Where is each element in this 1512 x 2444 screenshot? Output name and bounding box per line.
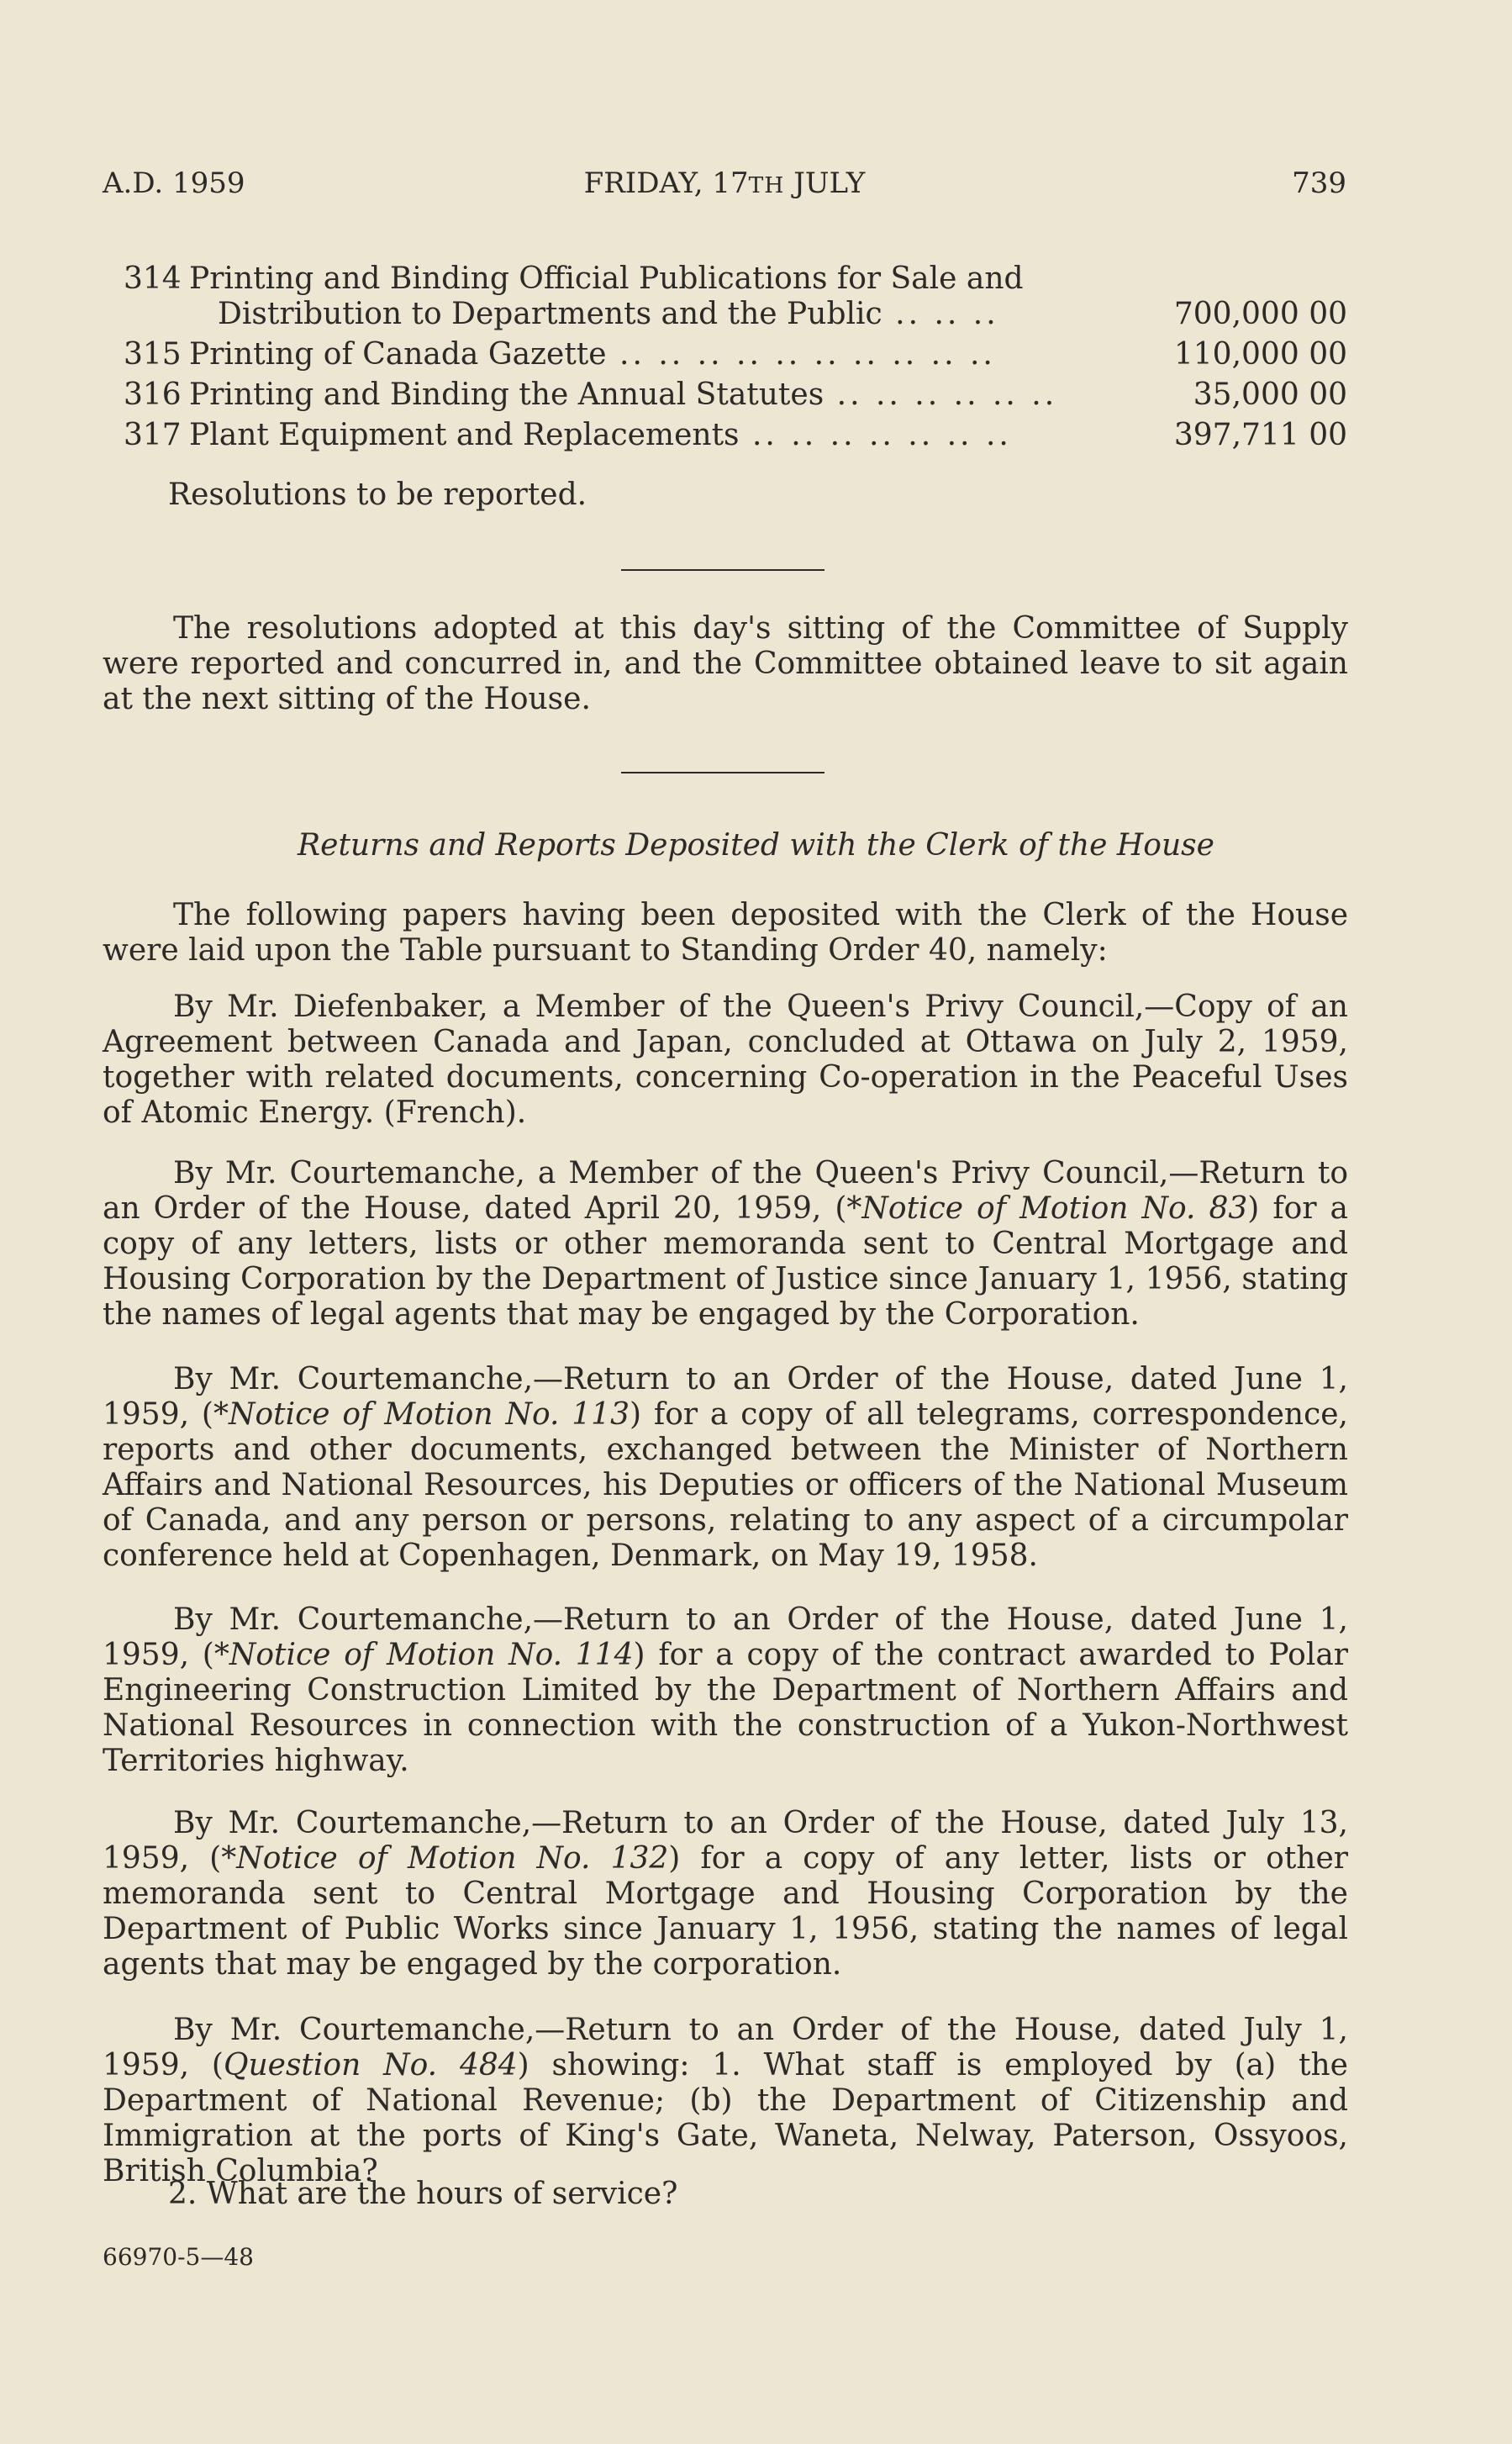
paper-entry	[103, 1362, 1348, 1574]
item-number: 314	[124, 261, 182, 296]
divider-rule	[621, 569, 824, 571]
committee-text: The resolutions adopted at this day's sitting of the Committee of Supply were reported and concurred in, and the Committee obtained leave to sit again at the next sitting of the House.	[103, 611, 1348, 716]
item-leader-dots: .. .. .. .. .. .. ..	[739, 418, 1012, 452]
intro-paragraph	[103, 898, 1348, 969]
item-amount: 35,000 00	[1193, 377, 1347, 412]
supply-item	[124, 259, 1347, 335]
item-number: 315	[124, 337, 182, 372]
paper-text-end: ) showing: 1. What staff is employed by (a) the Department of National Revenue; (b) the Department of Citizenship and Immigration at the ports of King's Gate, Waneta, Nelway, Paterson, Ossyoos, British Columbia?	[103, 2048, 1348, 2188]
paper-text-end: ) for a copy of all telegrams, correspondence, reports and other documents, exchanged between the Minister of Northern Affairs and National Resources, his Deputies or officers of the National Museum of Canada, and any person or persons, relating to any aspect of a circumpolar conference held at Copenhagen, Denmark, on May 19, 1958.	[103, 1397, 1348, 1573]
paper-text-start: By Mr. Courtemanche,—Return to an Order of the House, dated July 1, 1959, (	[103, 2013, 1348, 2082]
supply-items	[124, 259, 1347, 456]
paper-reference: Question No. 484	[223, 2048, 518, 2082]
paper-reference: *Notice of Motion No. 83	[846, 1191, 1248, 1226]
item-number: 317	[124, 418, 182, 452]
header-date-suffix: JULY	[784, 166, 866, 200]
paper-entry	[103, 2013, 1348, 2189]
item-number: 316	[124, 377, 182, 412]
header-date-prefix: FRIDAY, 17	[583, 166, 749, 200]
paper-text-end: ) for a copy of any letters, lists or other memoranda sent to Central Mortgage and Housing Corporation by the Department of Justice since January 1, 1956, stating the names of legal agents that may be engaged by the Corporation.	[103, 1191, 1349, 1332]
intro-text: The following papers having been deposited with the Clerk of the House were laid upon the Table pursuant to Standing Order 40, namely:	[103, 898, 1348, 968]
item-amount: 700,000 00	[1173, 297, 1347, 331]
paper-entry	[103, 990, 1348, 1131]
supply-item	[124, 335, 1347, 375]
committee-paragraph	[103, 611, 1348, 717]
header-date	[103, 166, 1346, 200]
paper-text-start: By Mr. Courtemanche,—Return to an Order of the House, dated June 1, 1959, (	[103, 1602, 1348, 1672]
item-amount: 110,000 00	[1173, 337, 1347, 372]
question-two: 2. What are the hours of service?	[168, 2177, 678, 2211]
item-leader-dots: .. .. .. .. .. .. .. .. .. ..	[606, 337, 996, 372]
paper-text-start: By Mr. Courtemanche,—Return to an Order of the House, dated June 1, 1959, (	[103, 1362, 1348, 1432]
item-description-continued	[218, 294, 999, 335]
supply-item	[124, 415, 1347, 456]
item-description-line2: Distribution to Departments and the Public	[218, 297, 882, 331]
divider-rule	[621, 772, 824, 773]
item-description-text: Plant Equipment and Replacements	[189, 418, 740, 452]
section-heading: Returns and Reports Deposited with the Clerk of the House	[298, 828, 1214, 863]
paper-reference: *Notice of Motion No. 132	[221, 1841, 669, 1876]
item-description	[189, 375, 1057, 415]
item-description	[189, 415, 1012, 456]
header-date-ordinal: TH	[748, 172, 785, 198]
page-number: 739	[1292, 166, 1346, 200]
paper-entry	[103, 1602, 1348, 1779]
item-leader-dots: .. .. .. .. .. ..	[824, 377, 1058, 412]
item-description-text: Printing and Binding the Annual Statutes	[189, 377, 824, 412]
item-amount: 397,711 00	[1173, 418, 1347, 452]
paper-reference: *Notice of Motion No. 114	[213, 1638, 634, 1672]
item-description: Printing and Binding Official Publications for Sale and	[189, 261, 1024, 296]
header-year: A.D. 1959	[103, 166, 245, 200]
page-header	[103, 166, 1346, 209]
paper-text-start: By Mr. Courtemanche,—Return to an Order of the House, dated July 13, 1959, (	[103, 1806, 1348, 1876]
supply-item	[124, 375, 1347, 415]
paper-text-start: By Mr. Courtemanche, a Member of the Queen's Privy Council,—Return to an Order of the House, dated April 20, 1959, (	[103, 1156, 1348, 1226]
item-leader-dots: .. .. ..	[882, 297, 999, 331]
paper-reference: *Notice of Motion No. 113	[213, 1397, 630, 1432]
item-description-text: Printing of Canada Gazette	[189, 337, 607, 372]
paper-entry	[103, 1806, 1348, 1982]
footer-signature-code: 66970-5—48	[103, 2243, 254, 2271]
paper-entry	[103, 1156, 1348, 1333]
paper-text-end: ) for a copy of any letter, lists or other memoranda sent to Central Mortgage and Housing Corporation by the Department of Public Works since January 1, 1956, stating the names of legal agents that may be engaged by the corporation.	[103, 1841, 1348, 1982]
paper-text: By Mr. Diefenbaker, a Member of the Queen's Privy Council,—Copy of an Agreement between Canada and Japan, concluded at Ottawa on July 2, 1959, together with related documents, concerning Co-operation in the Peaceful Uses of Atomic Energy. (French).	[103, 990, 1348, 1130]
paper-text-end: ) for a copy of the contract awarded to Polar Engineering Construction Limited by the Department of Northern Affairs and National Resources in connection with the construction of a Yukon-Northwest Territories highway.	[103, 1638, 1348, 1778]
resolutions-line: Resolutions to be reported.	[168, 478, 587, 512]
item-description	[189, 335, 996, 375]
